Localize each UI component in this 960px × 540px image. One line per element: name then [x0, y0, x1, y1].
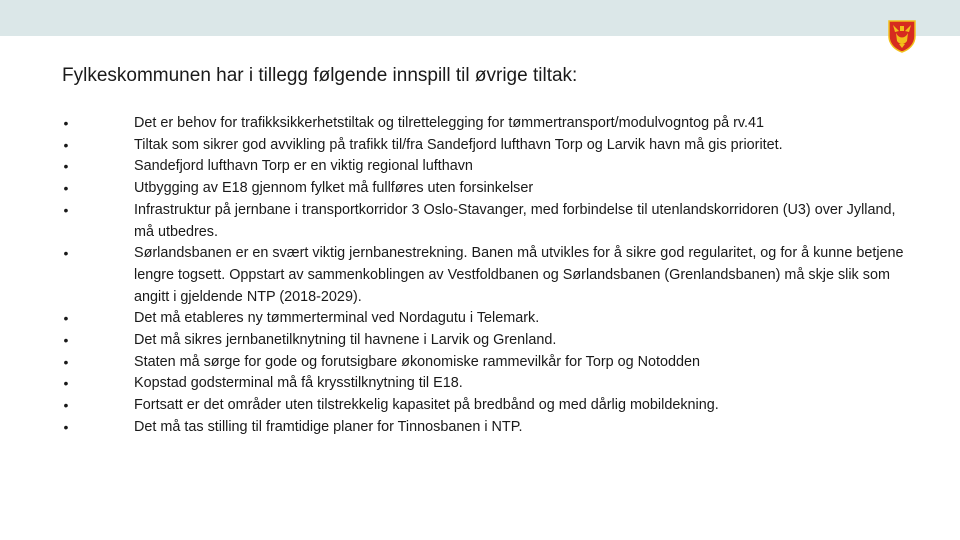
list-item — [0, 200, 960, 243]
list-item — [0, 417, 960, 439]
bullet-marker: • — [63, 115, 69, 131]
list-item — [0, 395, 960, 417]
list-item-text: Utbygging av E18 gjennom fylket må fullføres uten forsinkelser — [134, 180, 534, 197]
bullet-marker: • — [63, 158, 69, 175]
bullet-marker: • — [63, 397, 69, 414]
list-item-text: Infrastruktur på jernbane i transportkorridor 3 Oslo-Stavanger, med forbindelse til utenlandskorridoren (U3) over Jylland, må utbedres. — [134, 201, 896, 240]
list-item-text: Fortsatt er det områder uten tilstrekkelig kapasitet på bredbånd og med dårlig mobildekning. — [134, 397, 719, 414]
bullet-marker: • — [63, 310, 69, 327]
list-item — [0, 113, 960, 135]
list-item-text: Staten må sørge for gode og forutsigbare økonomiske rammevilkår for Torp og Notodden — [134, 353, 701, 370]
list-item — [0, 373, 960, 395]
bullet-marker: • — [63, 245, 69, 262]
list-item — [0, 352, 960, 374]
list-item — [0, 156, 960, 178]
bullet-marker: • — [63, 418, 69, 435]
bullet-marker: • — [63, 332, 69, 349]
list-item — [0, 308, 960, 330]
list-item-text: Tiltak som sikrer god avvikling på trafikk til/fra Sandefjord lufthavn Torp og Larvik havn må gis prioritet. — [134, 136, 783, 153]
list-item — [0, 178, 960, 200]
list-item-text: Det må tas stilling til framtidige planer for Tinnosbanen i NTP. — [134, 418, 523, 435]
list-item-text: Sørlandsbanen er en svært viktig jernbanestrekning. Banen må utvikles for å sikre god regularitet, og for å kunne betjene lengre togsett. Oppstart av sammenkoblingen av Vestfoldbanen og Sørlandsbanen (Grenlandsbanen) må skje slik som angitt i gjeldende NTP (2018-2029). — [134, 245, 904, 305]
header-band — [0, 0, 960, 36]
bullet-marker: • — [63, 353, 69, 370]
coat-of-arms-icon — [887, 19, 917, 53]
bullet-marker: • — [63, 375, 69, 392]
list-item-text: Det må etableres ny tømmerterminal ved Nordagutu i Telemark. — [134, 310, 540, 327]
list-item-text: Sandefjord lufthavn Torp er en viktig regional lufthavn — [134, 158, 473, 175]
list-item — [0, 135, 960, 157]
bullet-marker: • — [63, 201, 69, 218]
bullet-marker: • — [63, 180, 69, 197]
bullet-list — [0, 113, 960, 439]
page-title: Fylkeskommunen har i tillegg følgende innspill til øvrige tiltak: — [62, 65, 578, 86]
list-item-text: Det må sikres jernbanetilknytning til havnene i Larvik og Grenland. — [134, 332, 557, 349]
bullet-marker: • — [63, 136, 69, 153]
list-item — [0, 243, 960, 308]
list-item-text: Kopstad godsterminal må få krysstilknytning til E18. — [134, 375, 463, 392]
list-item — [0, 330, 960, 352]
list-item-text: Det er behov for trafikksikkerhetstiltak og tilrettelegging for tømmertransport/modulvogntog på rv.41 — [134, 115, 765, 131]
